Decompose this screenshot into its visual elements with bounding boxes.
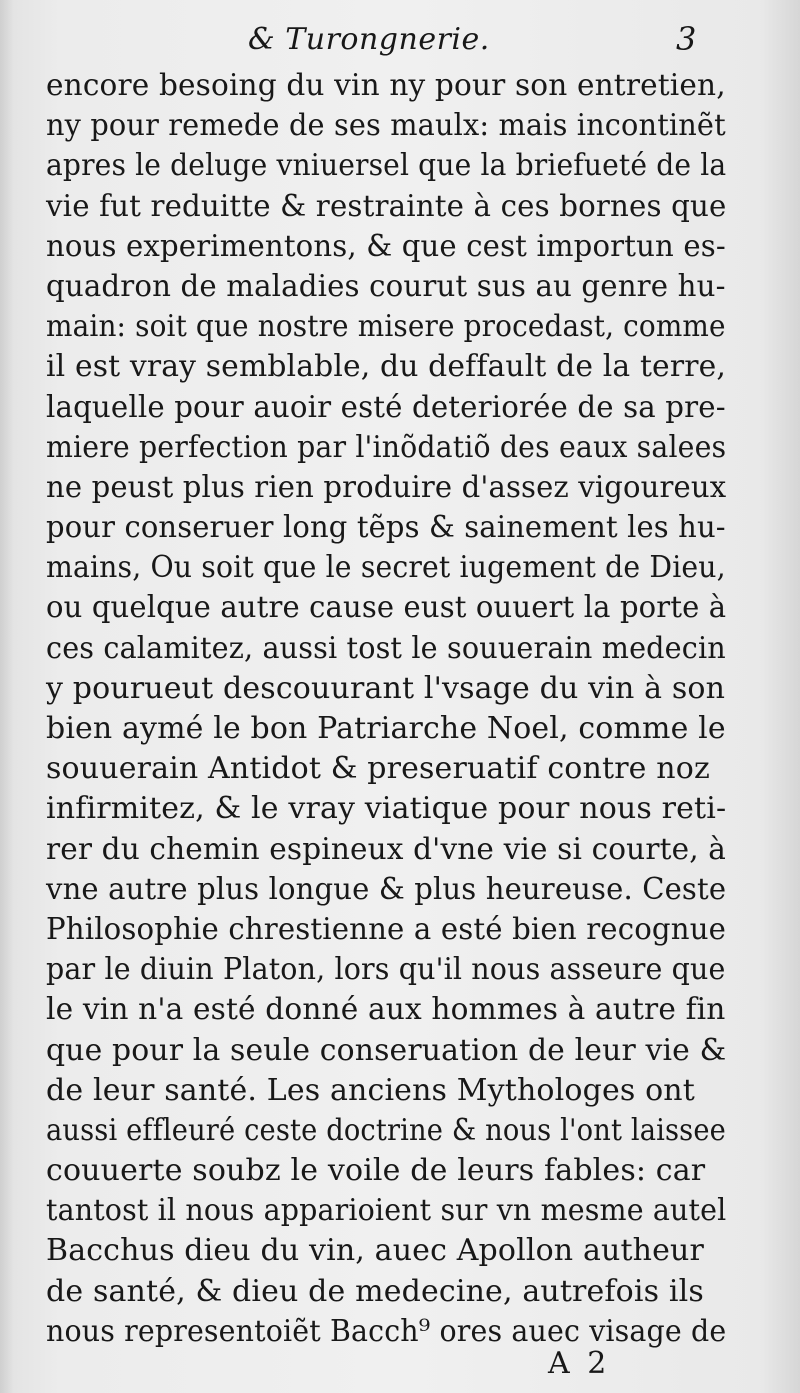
text-line: quadron de maladies courut sus au genre hu- (46, 268, 726, 304)
text-line: vne autre plus longue & plus heureuse. Ceste (46, 871, 727, 907)
text-line: de santé, & dieu de medecine, autrefois ils (46, 1273, 704, 1309)
text-line: mains, Ou soit que le secret iugement de Dieu, (46, 550, 726, 586)
text-line: par le diuin Platon, lors qu'il nous asseure que (46, 952, 726, 988)
text-line: Bacchus dieu du vin, auec Apollon autheur (46, 1233, 705, 1269)
text-line: rer du chemin espineux d'vne vie si courte, à (46, 831, 727, 867)
text-line: il est vray semblable, du deffault de la terre, (46, 349, 726, 385)
text-line: laquelle pour auoir esté deteriorée de sa pre- (46, 389, 726, 425)
text-line: ne peust plus rien produire d'assez vigoureux (46, 469, 727, 505)
text-line: Philosophie chrestienne a esté bien recognue (46, 911, 727, 947)
text-line: miere perfection par l'inõdatiõ des eaux salees (46, 429, 727, 465)
text-line: le vin n'a esté donné aux hommes à autre fin (46, 992, 726, 1028)
body-text (46, 66, 726, 1352)
page-header (0, 16, 800, 64)
text-line: aussi effleuré ceste doctrine & nous l'ont laissee (46, 1112, 726, 1148)
text-line: souuerain Antidot & preseruatif contre noz (46, 751, 710, 787)
text-line: tantost il nous apparioient sur vn mesme autel (46, 1193, 727, 1229)
running-title: & Turongnerie. (248, 22, 490, 57)
text-line: apres le deluge vniuersel que la briefueté de la (46, 148, 727, 184)
text-line: y pourueut descouurant l'vsage du vin à son (46, 670, 726, 706)
text-line: couuerte soubz le voile de leurs fables: car (46, 1153, 706, 1189)
text-line: encore besoing du vin ny pour son entretien, (46, 68, 726, 103)
page-number: 3 (676, 20, 697, 58)
text-line: nous representoiẽt Bacch⁹ ores auec visage de (46, 1313, 727, 1349)
text-line: main: soit que nostre misere procedast, comme (46, 309, 726, 345)
text-line: infirmitez, & le vray viatique pour nous reti- (46, 791, 727, 827)
text-line: bien aymé le bon Patriarche Noel, comme le (46, 711, 726, 746)
text-line: pour conseruer long tẽps & sainement les hu- (46, 510, 726, 546)
text-line: vie fut reduitte & restrainte à ces bornes que (46, 188, 727, 224)
text-line: de leur santé. Les anciens Mythologes ont (46, 1072, 695, 1108)
text-line: que pour la seule conseruation de leur vie & (46, 1032, 727, 1068)
text-line: nous experimentons, & que cest importun es- (46, 228, 726, 264)
text-line: ces calamitez, aussi tost le souuerain medecin (46, 630, 726, 666)
signature-mark: A 2 (548, 1346, 611, 1381)
text-line: ny pour remede de ses maulx: mais incontinẽt (46, 108, 726, 144)
text-line: ou quelque autre cause eust ouuert la porte à (46, 590, 727, 626)
